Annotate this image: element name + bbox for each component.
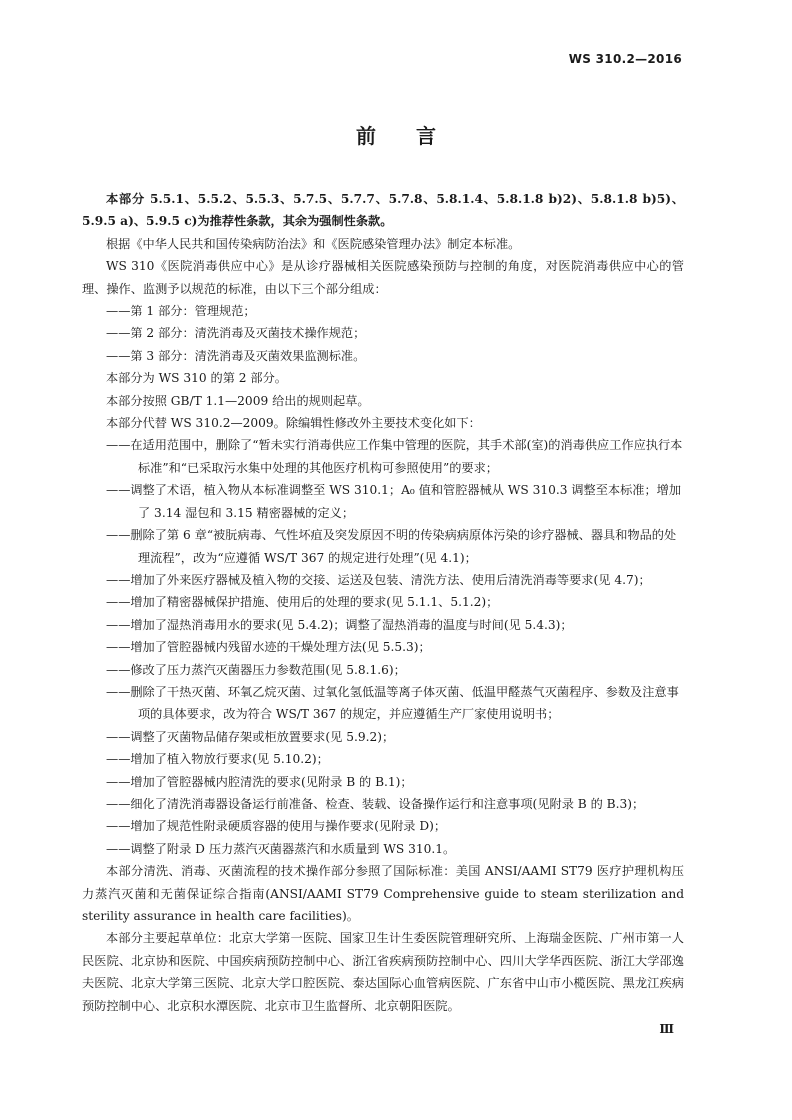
list-item: ——在适用范围中，删除了“暂未实行消毒供应工作集中管理的医院，其手术部(室)的消毒供应工作应执行本标准”和“已采取污水集中处理的其他医疗机构可参照使用”的要求； bbox=[106, 438, 683, 475]
list-item: ——调整了灭菌物品储存架或柜放置要求(见 5.9.2)； bbox=[106, 729, 395, 744]
paragraph: 本部分清洗、消毒、灭菌流程的技术操作部分参照了国际标准：美国 ANSI/AAMI ST79 医疗护理机构压力蒸汽灭菌和无菌保证综合指南(ANSI/AAMI ST79 Comprehensive guide to steam sterilization and sterility assurance in health care facilities)。 bbox=[82, 864, 684, 923]
list-item: ——增加了植入物放行要求(见 5.10.2)； bbox=[106, 752, 329, 767]
page-title: 前言 bbox=[356, 124, 476, 148]
list-item: ——第 2 部分：清洗消毒及灭菌技术操作规范； bbox=[106, 326, 366, 341]
list-item: ——删除了第 6 章“被朊病毒、气性坏疽及突发原因不明的传染病病原体污染的诊疗器械、器具和物品的处理流程”，改为“应遵循 WS/T 367 的规定进行处理”(见 4.1)； bbox=[106, 528, 677, 565]
list-item: ——增加了湿热消毒用水的要求(见 5.4.2)；调整了湿热消毒的温度与时间(见 5.4.3)； bbox=[106, 617, 573, 632]
paragraph: 本部分为 WS 310 的第 2 部分。 bbox=[106, 371, 287, 386]
list-item: ——删除了干热灭菌、环氧乙烷灭菌、过氧化氢低温等离子体灭菌、低温甲醛蒸气灭菌程序、参数及注意事项的具体要求，改为符合 WS/T 367 的规定，并应遵循生产厂家使用说明书； bbox=[106, 684, 679, 722]
list-item: ——调整了附录 D 压力蒸汽灭菌器蒸汽和水质量到 WS 310.1。 bbox=[106, 841, 456, 856]
page-number: Ⅲ bbox=[659, 1022, 674, 1036]
paragraph: 本部分按照 GB/T 1.1—2009 给出的规则起草。 bbox=[106, 393, 370, 408]
list-item: ——增加了精密器械保护措施、使用后的处理的要求(见 5.1.1、5.1.2)； bbox=[106, 595, 499, 610]
paragraph: 本部分代替 WS 310.2—2009。除编辑性修改外主要技术变化如下： bbox=[106, 416, 481, 431]
list-item: ——第 1 部分：管理规范； bbox=[106, 304, 256, 319]
paragraph: WS 310《医院消毒供应中心》是从诊疗器械相关医院感染预防与控制的角度，对医院消毒供应中心的管理、操作、监测予以规范的标准，由以下三个部分组成： bbox=[82, 259, 684, 296]
list-item: ——调整了术语，植入物从本标准调整至 WS 310.1；A₀ 值和管腔器械从 WS 310.3 调整至本标准；增加了 3.14 湿包和 3.15 精密器械的定义； bbox=[106, 483, 682, 520]
paragraph: 根据《中华人民共和国传染病防治法》和《医院感染管理办法》制定本标准。 bbox=[106, 236, 521, 251]
list-item: ——增加了管腔器械内残留水迹的干燥处理方法(见 5.5.3)； bbox=[106, 640, 431, 655]
list-item: ——增加了规范性附录硬质容器的使用与操作要求(见附录 D)； bbox=[106, 819, 447, 834]
document-body bbox=[82, 188, 684, 1017]
list-item: ——增加了管腔器械内腔清洗的要求(见附录 B 的 B.1)； bbox=[106, 774, 413, 789]
list-item: ——修改了压力蒸汽灭菌器压力参数范围(见 5.8.1.6)； bbox=[106, 662, 406, 677]
list-item: ——第 3 部分：清洗消毒及灭菌效果监测标准。 bbox=[106, 348, 366, 363]
standard-code: WS 310.2—2016 bbox=[568, 52, 682, 66]
paragraph: 本部分主要起草单位：北京大学第一医院、国家卫生计生委医院管理研究所、上海瑞金医院、广州市第一人民医院、北京协和医院、中国疾病预防控制中心、浙江省疾病预防控制中心、四川大学华西医院、浙江大学邵逸夫医院、北京大学第三医院、北京大学口腔医院、泰达国际心血管病医院、广东省中山市小榄医院、黑龙江疾病预防控制中心、北京积水潭医院、北京市卫生监督所、北京朝阳医院。 bbox=[82, 931, 684, 1013]
list-item: ——增加了外来医疗器械及植入物的交接、运送及包装、清洗方法、使用后清洗消毒等要求(见 4.7)； bbox=[106, 572, 651, 587]
list-item: ——细化了清洗消毒器设备运行前准备、检查、装载、设备操作运行和注意事项(见附录 B 的 B.3)； bbox=[106, 796, 645, 811]
paragraph: 本部分 5.5.1、5.5.2、5.5.3、5.7.5、5.7.7、5.7.8、5.8.1.4、5.8.1.8 b)2)、5.8.1.8 b)5)、5.9.5 a)、5.9.5 c)为推荐性条款，其余为强制性条款。 bbox=[82, 192, 684, 229]
